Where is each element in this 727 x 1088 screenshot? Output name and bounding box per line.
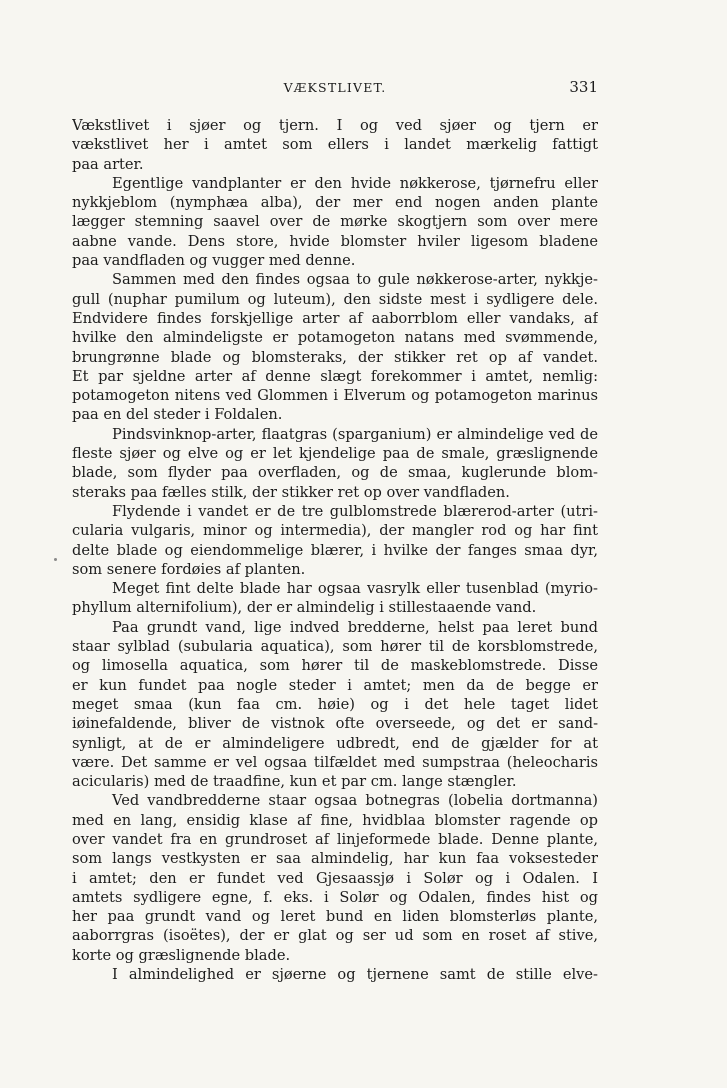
- text-line: paa vandfladen og vugger med denne.: [72, 252, 356, 270]
- text-line: være. Det samme er vel ogsaa tilfældet med sumpstraa (heleocharis: [72, 753, 598, 771]
- text-line: aaborrgras (isoëtes), der er glat og ser ud som en roset af stive,: [72, 927, 598, 945]
- text-line: paa en del steder i Foldalen.: [72, 406, 283, 424]
- text-line: med en lang, ensidig klase af fine, hvidblaa blomster ragende op: [72, 811, 598, 829]
- text-line: phyllum alternifolium), der er almindelig i stillestaaende vand.: [72, 599, 537, 617]
- text-line: I almindelighed er sjøerne og tjernene samt de stille elve-: [112, 966, 598, 984]
- text-line: steraks paa fælles stilk, der stikker ret op over vandfladen.: [72, 483, 510, 501]
- text-line: lægger stemning saavel over de mørke skogtjern som over mere: [72, 213, 598, 231]
- text-line: Pindsvinknop-arter, flaatgras (sparganium) er almindelige ved de: [112, 425, 598, 443]
- text-line: acicularis) med de traadfine, kun et par cm. lange stængler.: [72, 773, 517, 791]
- text-line: i amtet; den er fundet ved Gjesaassjø i Solør og i Odalen. I: [72, 869, 598, 887]
- ink-speck: [54, 558, 57, 561]
- page-header: [72, 78, 598, 98]
- text-line: meget smaa (kun faa cm. høie) og i det hele taget lidet: [72, 695, 598, 713]
- running-title: VÆKSTLIVET.: [283, 80, 387, 95]
- text-line: og limosella aquatica, som hører til de maskeblomstrede. Disse: [72, 657, 598, 675]
- text-line: brungrønne blade og blomsteraks, der stikker ret op af vandet.: [72, 348, 598, 366]
- text-line: Et par sjeldne arter af denne slægt forekommer i amtet, nemlig:: [72, 367, 598, 385]
- text-line: paa arter.: [72, 155, 144, 173]
- text-line: staar sylblad (subularia aquatica), som hører til de korsblomstrede,: [72, 638, 598, 656]
- text-line: som senere fordøies af planten.: [72, 560, 306, 578]
- text-line: over vandet fra en grundroset af linjeformede blade. Denne plante,: [72, 830, 598, 848]
- text-line: er kun fundet paa nogle steder i amtet; men da de begge er: [72, 676, 598, 694]
- text-line: gull (nuphar pumilum og luteum), den sidste mest i sydligere dele.: [72, 290, 598, 308]
- text-line: nykkjeblom (nymphæa alba), der mer end nogen anden plante: [72, 194, 598, 212]
- text-line: som langs vestkysten er saa almindelig, har kun faa voksesteder: [72, 850, 598, 868]
- text-line: Egentlige vandplanter er den hvide nøkkerose, tjørnefru eller: [112, 174, 598, 192]
- text-line: Endvidere findes forskjellige arter af aaborrblom eller vandaks, af: [72, 309, 598, 327]
- text-line: blade, som flyder paa overfladen, og de smaa, kuglerunde blom-: [72, 464, 598, 482]
- text-line: her paa grundt vand og leret bund en liden blomsterløs plante,: [72, 908, 598, 926]
- text-line: Sammen med den findes ogsaa to gule nøkkerose-arter, nykkje-: [112, 271, 598, 289]
- text-line: Flydende i vandet er de tre gulblomstrede blærerod-arter (utri-: [112, 502, 598, 520]
- body-text: [72, 116, 598, 984]
- text-line: korte og græslignende blade.: [72, 946, 291, 964]
- text-line: hvilke den almindeligste er potamogeton natans med svømmende,: [72, 329, 598, 347]
- text-line: delte blade og eiendommelige blærer, i hvilke der fanges smaa dyr,: [72, 541, 598, 559]
- text-line: amtets sydligere egne, f. eks. i Solør og Odalen, findes hist og: [72, 888, 598, 906]
- text-line: vækstlivet her i amtet som ellers i landet mærkelig fattigt: [72, 136, 598, 154]
- text-line: Vækstlivet i sjøer og tjern. I og ved sjøer og tjern er: [72, 117, 598, 134]
- text-line: potamogeton nitens ved Glommen i Elverum og potamogeton marinus: [72, 387, 598, 405]
- text-line: fleste sjøer og elve og er let kjendelige paa de smale, græslignende: [72, 445, 598, 463]
- text-line: Ved vandbredderne staar ogsaa botnegras (lobelia dortmanna): [112, 792, 598, 810]
- text-line: aabne vande. Dens store, hvide blomster hviler ligesom bladene: [72, 232, 598, 250]
- text-line: synligt, at de er almindeligere udbredt, end de gjælder for at: [72, 734, 598, 752]
- text-line: Paa grundt vand, lige indved bredderne, helst paa leret bund: [112, 618, 598, 636]
- page-number: 331: [569, 78, 598, 96]
- text-line: Meget fint delte blade har ogsaa vasrylk eller tusenblad (myrio-: [112, 580, 598, 598]
- text-line: iøinefaldende, bliver de vistnok ofte overseede, og det er sand-: [72, 715, 598, 733]
- text-line: cularia vulgaris, minor og intermedia), der mangler rod og har fint: [72, 522, 598, 540]
